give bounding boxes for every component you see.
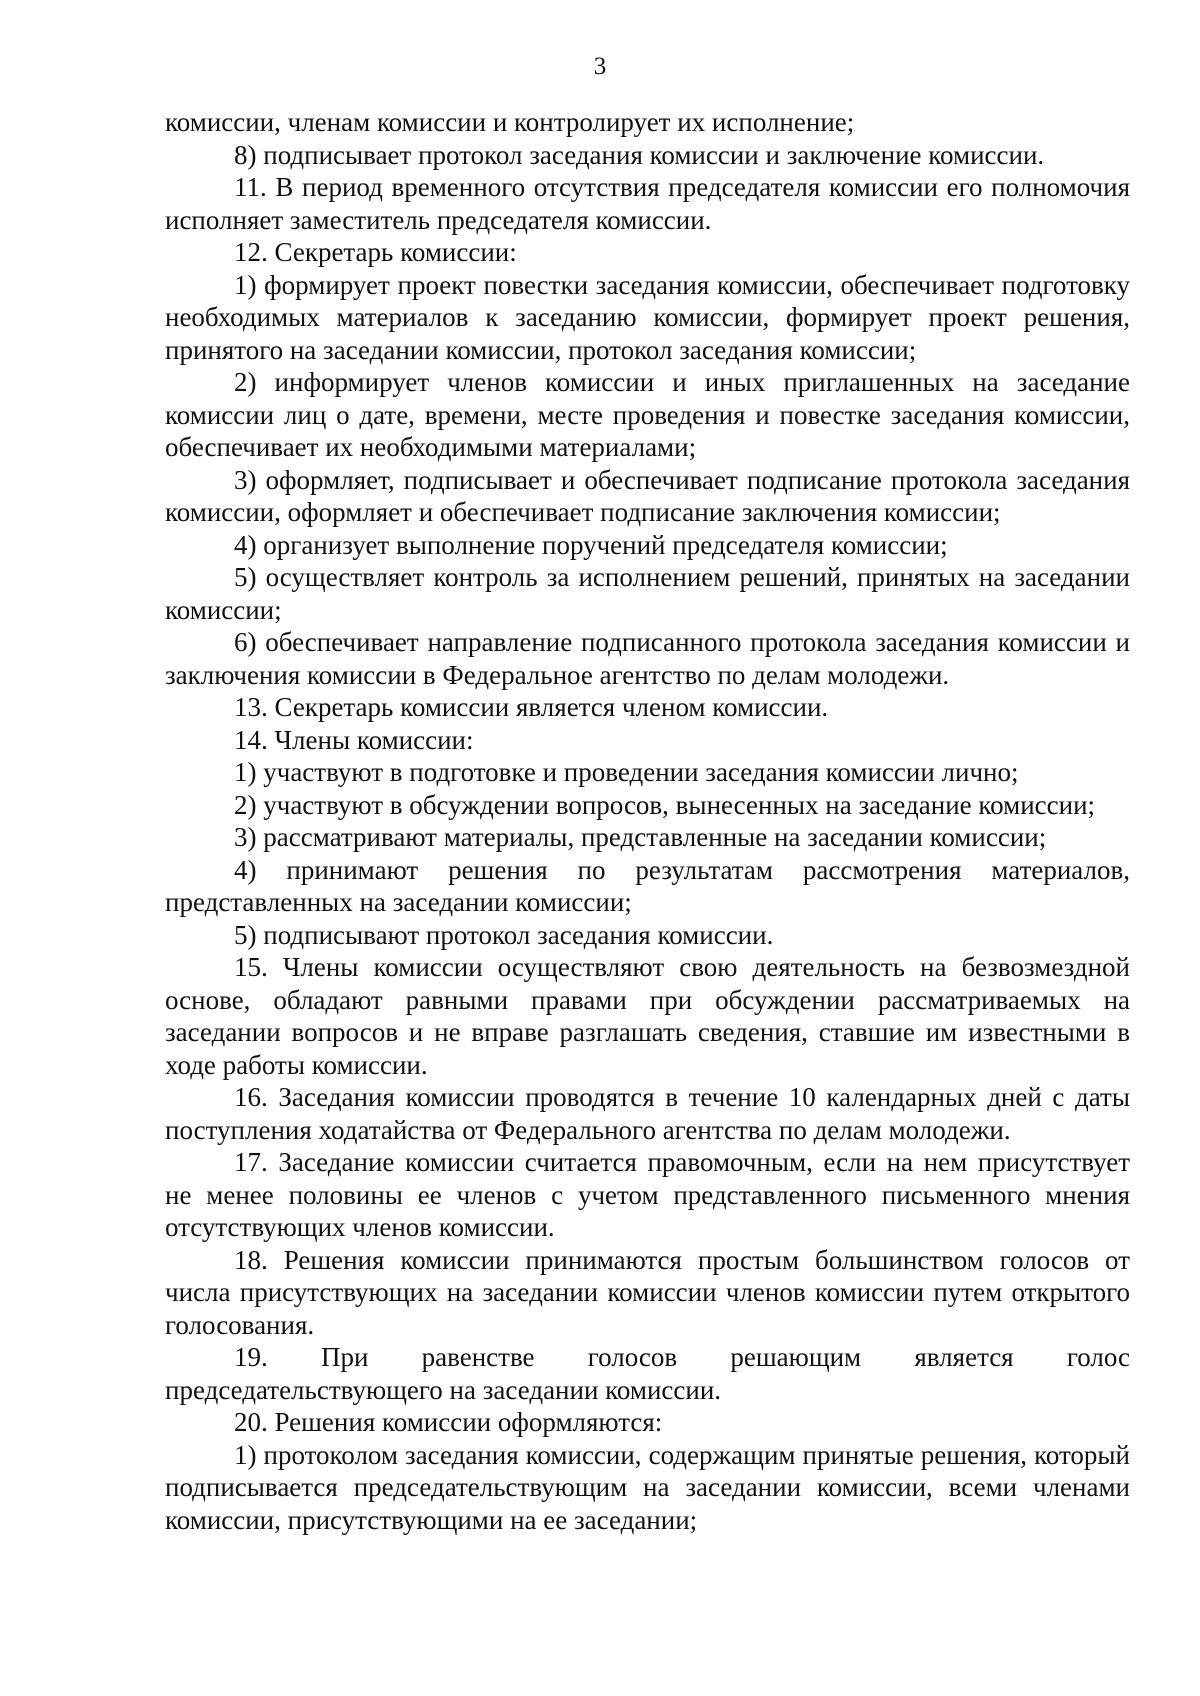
- paragraph: 11. В период временного отсутствия председателя комиссии его полномочия исполняет заместитель председателя комиссии.: [165, 172, 1130, 235]
- paragraph: 1) формирует проект повестки заседания комиссии, обеспечивает подготовку необходимых материалов к заседанию комиссии, формирует проект решения, принятого на заседании комиссии, протокол заседания комиссии;: [165, 269, 1130, 365]
- paragraph: 4) организует выполнение поручений председателя комиссии;: [234, 529, 948, 560]
- paragraph: 4) принимают решения по результатам рассмотрения материалов, представленных на заседании комиссии;: [165, 854, 1130, 917]
- paragraph: 16. Заседания комиссии проводятся в течение 10 календарных дней с даты поступления ходатайства от Федерального агентства по делам молодежи.: [165, 1082, 1130, 1145]
- paragraph: 8) подписывает протокол заседания комиссии и заключение комиссии.: [234, 139, 1045, 170]
- paragraph: 15. Члены комиссии осуществляют свою деятельность на безвозмездной основе, обладают равными правами при обсуждении рассматриваемых на заседании вопросов и не вправе разглашать сведения, ставшие им известными в ходе работы комиссии.: [165, 952, 1130, 1080]
- paragraph: 3) рассматривают материалы, представленные на заседании комиссии;: [234, 822, 1047, 852]
- paragraph: 1) участвуют в подготовке и проведении заседания комиссии лично;: [234, 757, 1019, 787]
- paragraph: 18. Решения комиссии принимаются простым большинством голосов от числа присутствующих на заседании комиссии членов комиссии путем открытого голосования.: [165, 1244, 1130, 1340]
- paragraph: 17. Заседание комиссии считается правомочным, если на нем присутствует не менее половины ее членов с учетом представленного письменного мнения отсутствующих членов комиссии.: [165, 1147, 1130, 1242]
- paragraph: комиссии, членам комиссии и контролирует их исполнение;: [165, 107, 855, 137]
- paragraph: 19. При равенстве голосов решающим является голос председательствующего на заседании комиссии.: [165, 1342, 1130, 1405]
- paragraph: 5) подписывают протокол заседания комиссии.: [234, 919, 774, 950]
- page-number: 3: [593, 53, 607, 80]
- paragraph: 1) протоколом заседания комиссии, содержащим принятые решения, который подписывается председательствующим на заседании комиссии, всеми членами комиссии, присутствующими на ее заседании;: [165, 1439, 1130, 1535]
- paragraph: 12. Секретарь комиссии:: [234, 237, 517, 267]
- paragraph: 13. Секретарь комиссии является членом комиссии.: [234, 692, 829, 722]
- paragraph: 3) оформляет, подписывает и обеспечивает подписание протокола заседания комиссии, оформляет и обеспечивает подписание заключения комиссии;: [165, 464, 1130, 527]
- paragraph: 14. Члены комиссии:: [234, 724, 474, 755]
- document-body: [165, 106, 1130, 1536]
- paragraph: 2) участвуют в обсуждении вопросов, вынесенных на заседание комиссии;: [234, 789, 1096, 820]
- paragraph: 2) информирует членов комиссии и иных приглашенных на заседание комиссии лиц о дате, времени, месте проведения и повестке заседания комиссии, обеспечивает их необходимыми материалами;: [165, 367, 1130, 462]
- paragraph: 20. Решения комиссии оформляются:: [234, 1407, 663, 1437]
- paragraph: 5) осуществляет контроль за исполнением решений, принятых на заседании комиссии;: [165, 562, 1130, 625]
- paragraph: 6) обеспечивает направление подписанного протокола заседания комиссии и заключения комиссии в Федеральное агентство по делам молодежи.: [165, 627, 1130, 690]
